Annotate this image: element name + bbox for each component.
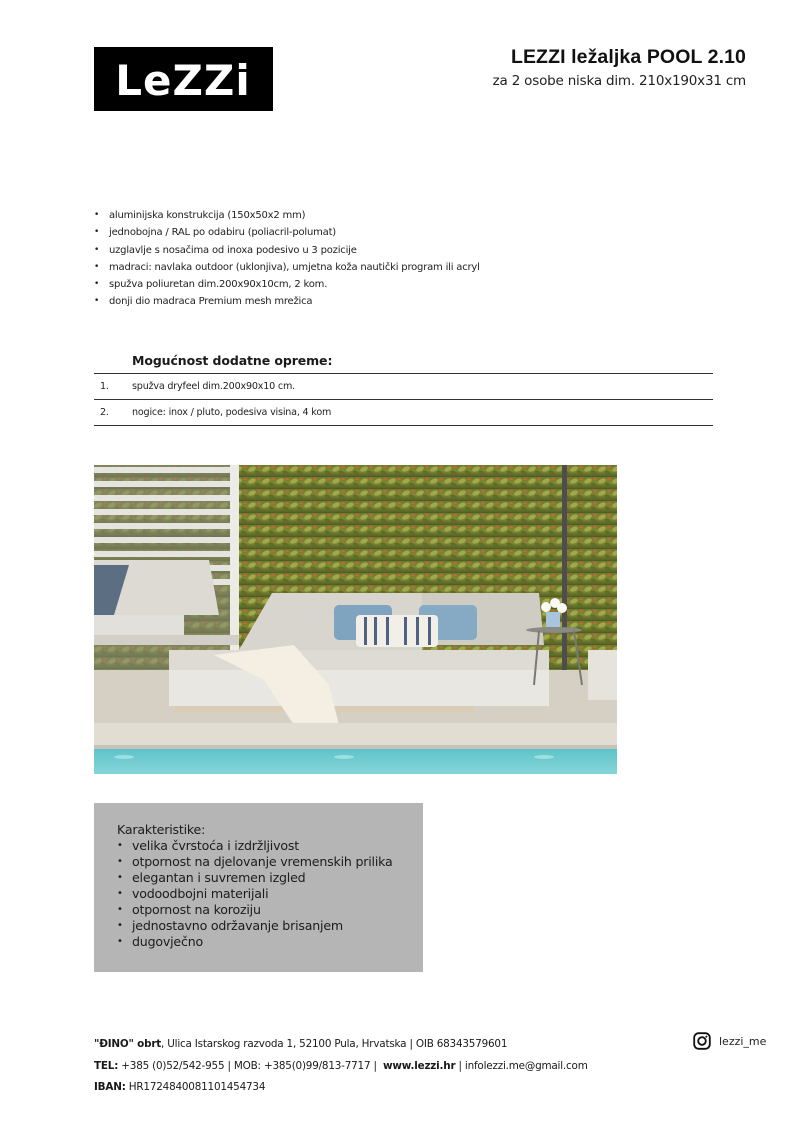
extras-table	[94, 353, 713, 426]
spec-item: • donji dio madraca Premium mesh mrežica	[94, 293, 480, 310]
feature-item: • otpornost na koroziju	[117, 902, 393, 918]
extras-heading: Mogućnost dodatne opreme:	[132, 353, 333, 368]
footer-iban-line	[94, 1077, 588, 1099]
spec-list	[94, 207, 480, 311]
company-address: , Ulica Istarskog razvoda 1, 52100 Pula, Hrvatska | OIB 68343579601	[161, 1038, 508, 1050]
iban-value: HR1724840081101454734	[125, 1081, 266, 1093]
phone-numbers: +385 (0)52/542-955 | MOB: +385(0)99/813-7717 |	[118, 1059, 383, 1072]
features-list	[117, 838, 393, 950]
product-subtitle: za 2 osobe niska dim. 210x190x31 cm	[492, 73, 746, 89]
feature-item: • dugovječno	[117, 934, 393, 950]
company-name: "ĐINO" obrt	[94, 1038, 162, 1050]
website-link[interactable]: www.lezzi.hr	[382, 1059, 456, 1072]
footer-company-line	[94, 1034, 588, 1056]
spec-item: • spužva poliuretan dim.200x90x10cm, 2 kom.	[94, 276, 480, 293]
spec-item: • uzglavlje s nosačima od inoxa podesivo u 3 pozicije	[94, 242, 480, 259]
feature-item: • otpornost na djelovanje vremenskih prilika	[117, 854, 393, 870]
product-title: LEZZI ležaljka POOL 2.10	[510, 46, 746, 68]
extras-row-number: 2.	[100, 407, 109, 418]
instagram-icon	[693, 1032, 711, 1050]
footer-contact	[94, 1034, 588, 1099]
iban-label: IBAN:	[94, 1081, 126, 1093]
instagram-username: lezzi_me	[719, 1034, 767, 1048]
email-address[interactable]: | infolezzi.me@gmail.com	[455, 1059, 588, 1072]
product-photo	[94, 465, 617, 774]
lezzi-logo	[94, 47, 273, 111]
footer-phone-line	[94, 1056, 588, 1078]
spec-item: • madraci: navlaka outdoor (uklonjiva), umjetna koža nautički program ili acryl	[94, 259, 480, 276]
extras-row	[94, 373, 713, 399]
spec-item: • aluminijska konstrukcija (150x50x2 mm)	[94, 207, 480, 224]
extras-row-number: 1.	[100, 381, 109, 392]
feature-item: • jednostavno održavanje brisanjem	[117, 918, 393, 934]
product-header	[493, 46, 746, 89]
extras-row-text: nogice: inox / pluto, podesiva visina, 4 kom	[132, 407, 332, 418]
extras-row	[94, 399, 713, 426]
instagram-handle[interactable]	[693, 1032, 766, 1050]
tel-label: TEL:	[94, 1059, 119, 1072]
features-box	[94, 803, 423, 972]
extras-row-text: spužva dryfeel dim.200x90x10 cm.	[132, 381, 295, 392]
feature-item: • elegantan i suvremen izgled	[117, 870, 393, 886]
feature-item: • vodoodbojni materijali	[117, 886, 393, 902]
spec-item: • jednobojna / RAL po odabiru (poliacril-polumat)	[94, 224, 480, 241]
features-heading: Karakteristike:	[117, 822, 206, 837]
svg-text:LeZZi: LeZZi	[115, 56, 251, 105]
feature-item: • velika čvrstoća i izdržljivost	[117, 838, 393, 854]
